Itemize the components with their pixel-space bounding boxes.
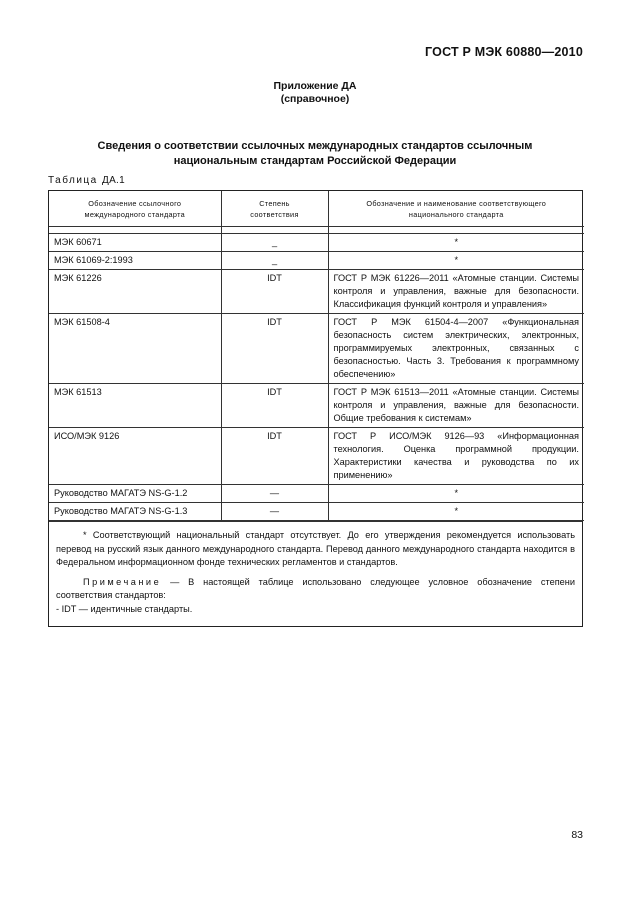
cell-national: * [328, 252, 584, 270]
table-row [49, 314, 584, 384]
standards-table [48, 190, 583, 627]
cell-national: ГОСТ Р ИСО/МЭК 9126—93 «Информационная технология. Оценка программной продукции. Характеристики качества и руководства по их применению» [328, 428, 584, 485]
cell-national: * [328, 234, 584, 252]
cell-international: МЭК 61513 [49, 384, 221, 428]
table-row [49, 428, 584, 485]
cell-international: Руководство МАГАТЭ NS-G-1.2 [49, 485, 221, 503]
table-row [49, 503, 584, 521]
cell-national: * [328, 485, 584, 503]
note-text: — В настоящей таблице использовано следующее условное обозначение степени соответствия стандартов: [56, 576, 575, 600]
table-caption-label: Таблица [48, 175, 98, 186]
table-row [49, 270, 584, 314]
section-heading [0, 139, 630, 169]
cell-national: * [328, 503, 584, 521]
cell-international: МЭК 61226 [49, 270, 221, 314]
cell-degree: IDT [221, 384, 328, 428]
heading-line-2: национальным стандартам Российской Федерации [173, 155, 457, 167]
cell-national: ГОСТ Р МЭК 61504-4—2007 «Функциональная безопасность систем электрических, электронных, программируемых электронных, связанных с безопасностью. Часть 3. Требования к программному обеспечению» [328, 314, 584, 384]
cell-international: МЭК 61508-4 [49, 314, 221, 384]
column-header-international: Обозначение ссылочного международного стандарта [49, 191, 221, 227]
table-row [49, 485, 584, 503]
page-number: 83 [571, 829, 583, 841]
table-row [49, 384, 584, 428]
footnote-text: * Соответствующий национальный стандарт отсутствует. До его утверждения рекомендуется использовать перевод на русский язык данного международного стандарта. Перевод данного международного стандарта находится в Федеральном информационном фонде технических регламентов и стандартов. [56, 530, 575, 567]
document-code: ГОСТ Р МЭК 60880—2010 [425, 45, 583, 59]
cell-international: МЭК 61069-2:1993 [49, 252, 221, 270]
cell-degree: — [221, 485, 328, 503]
cell-degree: IDT [221, 314, 328, 384]
table-row [49, 252, 584, 270]
heading-line-1: Сведения о соответствии ссылочных международных стандартов ссылочным [97, 140, 533, 152]
cell-degree: _ [221, 234, 328, 252]
table-header-row [49, 191, 584, 227]
column-header-national: Обозначение и наименование соответствующего национального стандарта [328, 191, 584, 227]
table-notes [49, 521, 582, 626]
cell-degree: — [221, 503, 328, 521]
cell-national: ГОСТ Р МЭК 61226—2011 «Атомные станции. Системы контроля и управления, важные для безопасности. Классификация функций контроля и управления» [328, 270, 584, 314]
cell-degree: IDT [221, 270, 328, 314]
cell-degree: _ [221, 252, 328, 270]
note-label: Примечание [83, 576, 162, 587]
cell-international: Руководство МАГАТЭ NS-G-1.3 [49, 503, 221, 521]
annex-title: Приложение ДА [273, 80, 357, 92]
annex-subtitle: (справочное) [280, 93, 350, 105]
cell-international: МЭК 60671 [49, 234, 221, 252]
cell-international: ИСО/МЭК 9126 [49, 428, 221, 485]
table-caption [48, 175, 125, 186]
column-header-degree: Степень соответствия [221, 191, 328, 227]
annex-title-block [0, 80, 630, 106]
cell-degree: IDT [221, 428, 328, 485]
note-list-item: - IDT — идентичные стандарты. [56, 603, 193, 614]
table-header-spacer [49, 227, 584, 234]
table-row [49, 234, 584, 252]
table-caption-number: ДА.1 [102, 175, 125, 186]
cell-national: ГОСТ Р МЭК 61513—2011 «Атомные станции. Системы контроля и управления, важные для безопасности. Общие требования к системам» [328, 384, 584, 428]
note-paragraph [56, 576, 575, 603]
